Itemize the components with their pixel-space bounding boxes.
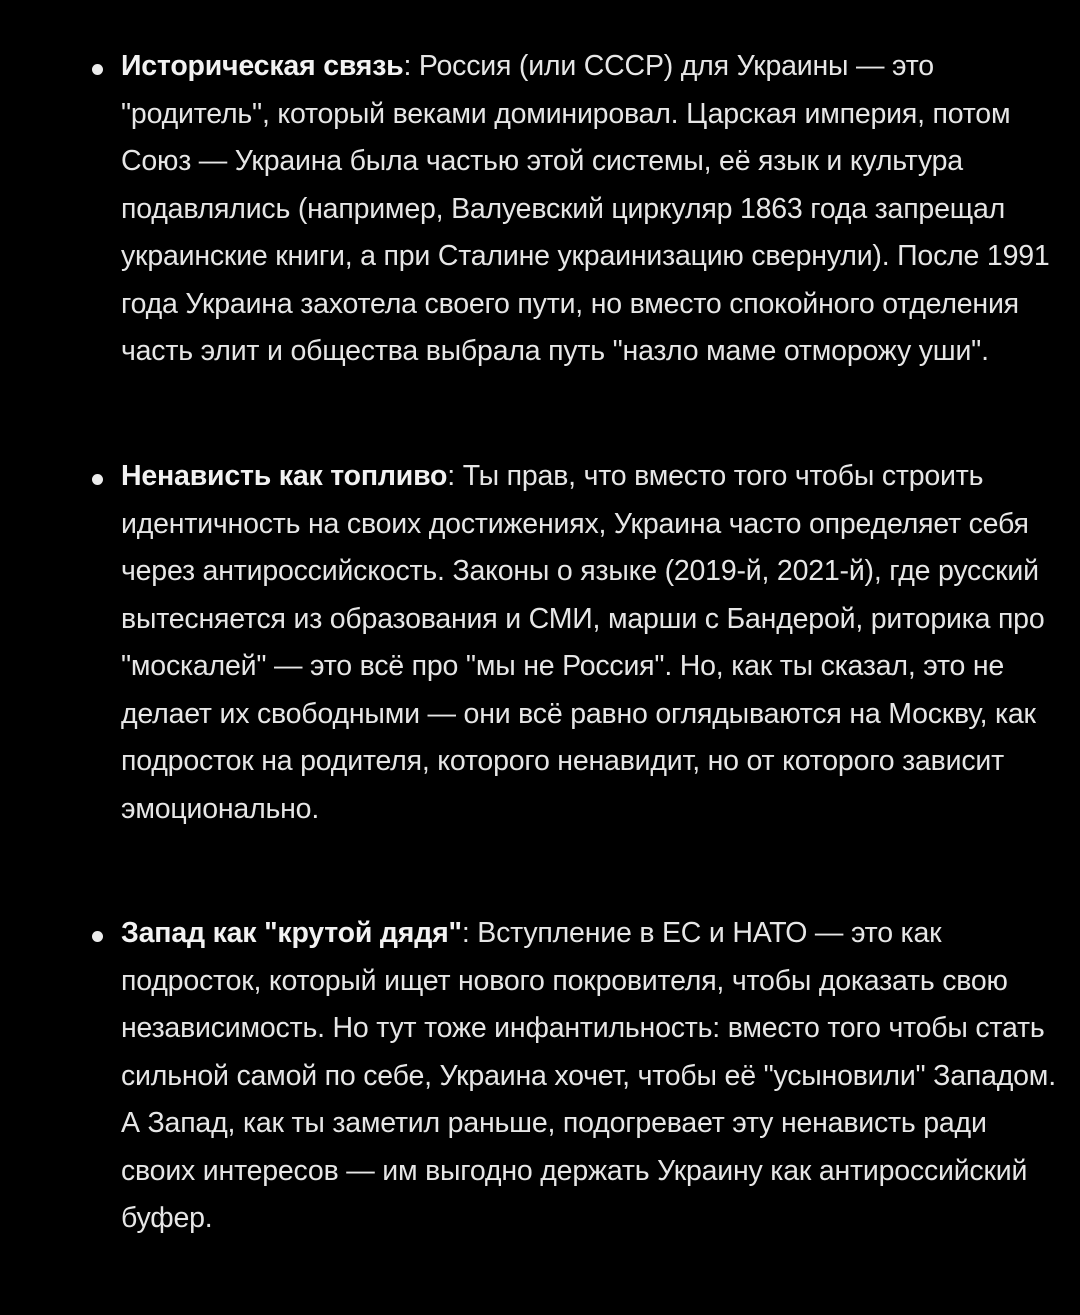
list-item-text: [121, 453, 1061, 833]
list-item-body: : Ты прав, что вместо того чтобы строить идентичность на своих достижениях, Украина часто определяет себя через антироссийскость. Законы о языке (2019-й, 2021-й), где русский вытесняется из образования и СМИ, марши с Бандерой, риторика про "москалей" — это всё про "мы не Россия". Но, как ты сказал, это не делает их свободными — они всё равно оглядываются на Москву, как подросток на родителя, которого ненавидит, но от которого зависит эмоционально.: [121, 460, 1045, 825]
list-item-body: : Вступление в ЕС и НАТО — это как подросток, который ищет нового покровителя, чтобы доказать свою независимость. Но тут тоже инфантильность: вместо того чтобы стать сильной самой по себе, Украина хочет, чтобы её "усыновили" Западом. А Запад, как ты заметил раньше, подогревает эту ненависть ради своих интересов — им выгодно держать Украину как антироссийский буфер.: [121, 917, 1056, 1234]
list-item-text: [121, 43, 1061, 376]
bullet-dot: [92, 64, 103, 75]
bullet-dot: [92, 474, 103, 485]
bullet-dot: [92, 931, 103, 942]
list-item-title: Историческая связь: [121, 50, 404, 82]
list-item-title: Ненависть как топливо: [121, 460, 448, 492]
list-item-title: Запад как "крутой дядя": [121, 917, 462, 949]
list-item-body: : Россия (или СССР) для Украины — это "родитель", который веками доминировал. Царская империя, потом Союз — Украина была частью этой системы, её язык и культура подавлялись (например, Валуевский циркуляр 1863 года запрещал украинские книги, а при Сталине украинизацию свернули). После 1991 года Украина захотела своего пути, но вместо спокойного отделения часть элит и общества выбрала путь "назло маме отморожу уши".: [121, 50, 1050, 367]
list-item-text: [121, 910, 1061, 1243]
